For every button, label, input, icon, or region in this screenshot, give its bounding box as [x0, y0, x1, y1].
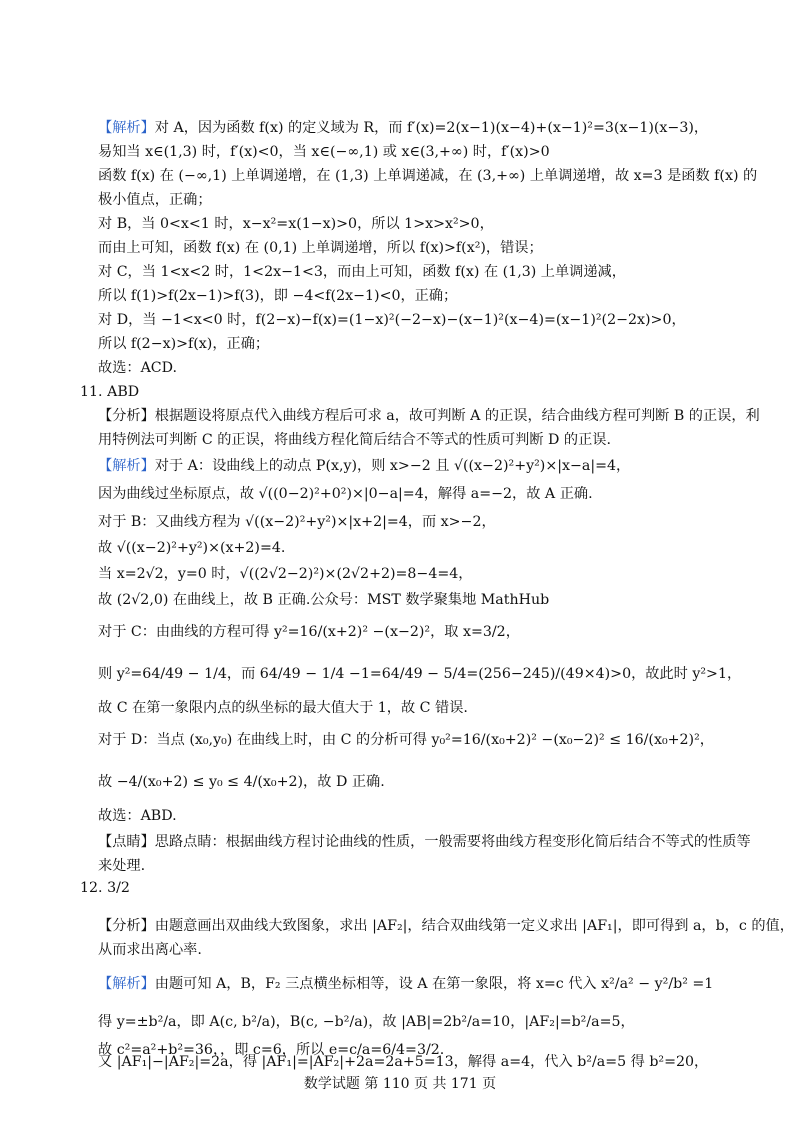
line-text: 故选：ABD.: [98, 808, 177, 824]
line-text: 【分析】根据题设将原点代入曲线方程后可求 a，故可判断 A 的正误，结合曲线方程可判断 B 的正误，利: [98, 408, 760, 424]
text-line: [98, 430, 611, 450]
line-text: 用特例法可判断 C 的正误，将曲线方程化简后结合不等式的性质可判断 D 的正误.: [98, 432, 611, 448]
line-text: 则 y²=64/49 − 1/4，而 64/49 − 1/4 −1=64/49 − 5/4=(256−245)/(49×4)>0，故此时 y²>1，: [98, 666, 742, 682]
text-line: [98, 406, 760, 426]
line-text: 对 A，因为函数 f(x) 的定义域为 R，而 f′(x)=2(x−1)(x−4)+(x−1)²=3(x−1)(x−3)，: [154, 120, 709, 136]
line-text: 函数 f(x) 在 (−∞,1) 上单调递增，在 (1,3) 上单调递减，在 (3,+∞) 上单调递增，故 x=3 是函数 f(x) 的: [98, 168, 758, 184]
line-text: 对 D，当 −1<x<0 时，f(2−x)−f(x)=(1−x)²(−2−x)−(x−1)²(x−4)=(x−1)²(2−2x)>0，: [98, 312, 686, 328]
text-line: [98, 538, 285, 558]
text-line: [98, 940, 202, 960]
line-text: 从而求出离心率.: [98, 942, 202, 958]
text-line: [98, 856, 145, 876]
line-text: 所以 f(1)>f(2x−1)>f(3)，即 −4<f(2x−1)<0，正确；: [98, 288, 458, 304]
line-text: 故 C 在第一象限内点的纵坐标的最大值大于 1，故 C 错误.: [98, 700, 468, 716]
text-line: [98, 484, 593, 504]
text-line: [98, 832, 751, 852]
text-line: [98, 622, 520, 642]
line-text: 极小值点，正确；: [98, 192, 212, 208]
text-line: [98, 166, 757, 186]
text-line: [98, 916, 794, 936]
line-text: 当 x=2√2，y=0 时，√((2√2−2)²)×(2√2+2)=8−4=4，: [98, 566, 473, 582]
line-text: 对 C，当 1<x<2 时，1<2x−1<3，而由上可知，函数 f(x) 在 (1,3) 上单调递减，: [98, 264, 626, 280]
text-line: [98, 730, 714, 750]
line-text: 对于 C：由曲线的方程可得 y²=16/(x+2)² −(x−2)²，取 x=3/2，: [98, 624, 520, 640]
line-text: 故 √((x−2)²+y²)×(x+2)=4.: [98, 540, 286, 556]
line-text: 来处理.: [98, 858, 146, 874]
text-line: [98, 772, 385, 792]
text-line: [98, 664, 741, 684]
text-line: [98, 806, 177, 826]
text-line: [98, 564, 472, 584]
line-text: 【分析】由题意画出双曲线大致图象，求出 |AF₂|，结合双曲线第一定义求出 |AF₁|，即可得到 a，b，c 的值，: [98, 918, 794, 934]
line-text: 而由上可知，函数 f(x) 在 (0,1) 上单调递增，所以 f(x)>f(x²)，错误；: [98, 240, 543, 256]
line-text: 故 −4/(x₀+2) ≤ y₀ ≤ 4/(x₀+2)，故 D 正确.: [98, 774, 385, 790]
analysis-tag: 【解析】: [98, 458, 155, 474]
line-text: 故选：ACD.: [98, 360, 178, 376]
line-text: 由题可知 A，B，F₂ 三点横坐标相等，设 A 在第一象限，将 x=c 代入 x²/a² − y²/b² =1: [154, 976, 714, 992]
line-text: 故 (2√2,0) 在曲线上，故 B 正确.公众号：MST 数学聚集地 MathHub: [98, 592, 550, 608]
line-text: 对于 B：又曲线方程为 √((x−2)²+y²)×|x+2|=4，而 x>−2，: [98, 514, 496, 530]
analysis-tag: 【解析】: [98, 976, 155, 992]
text-line: [98, 358, 177, 378]
text-line: [98, 262, 626, 282]
text-line: [98, 214, 494, 234]
text-line: [98, 118, 708, 138]
line-text: 对于 D：当点 (x₀,y₀) 在曲线上时，由 C 的分析可得 y₀²=16/(x₀+2)² −(x₀−2)² ≤ 16/(x₀+2)²，: [98, 732, 714, 748]
page-footer: 数学试题 第 110 页 共 171 页: [303, 1076, 497, 1092]
line-text: 易知当 x∈(1,3) 时，f′(x)<0，当 x∈(−∞,1) 或 x∈(3,+∞) 时，f′(x)>0: [98, 144, 550, 160]
text-line: [98, 698, 468, 718]
line-text: 所以 f(2−x)>f(x)，正确；: [98, 336, 270, 352]
analysis-tag: 【解析】: [98, 120, 155, 136]
final-line: 故 c²=a²+b²=36，，即 c=6，所以 e=c/a=6/4=3/2.: [98, 1042, 445, 1058]
line-text: 对于 A：设曲线上的动点 P(x,y)，则 x>−2 且 √((x−2)²+y²)×|x−a|=4，: [154, 458, 631, 474]
text-line: [98, 286, 457, 306]
text-line: [98, 334, 269, 354]
text-line: [98, 590, 549, 610]
text-line: [98, 974, 713, 994]
text-line: [98, 238, 543, 258]
line-text: 得 y=±b²/a，即 A(c, b²/a)，B(c, −b²/a)，故 |AB|=2b²/a=10，|AF₂|=b²/a=5，: [98, 1014, 635, 1030]
text-line: [98, 142, 550, 162]
line-text: 【点睛】思路点睛：根据曲线方程讨论曲线的性质，一般需要将曲线方程变形化简后结合不等式的性质等: [98, 834, 751, 850]
text-line: [98, 1012, 635, 1032]
text-line: [98, 512, 496, 532]
text-line: [98, 310, 686, 330]
line-text: 因为曲线过坐标原点，故 √((0−2)²+0²)×|0−a|=4，解得 a=−2，故 A 正确.: [98, 486, 593, 502]
line-text: 对 B，当 0<x<1 时，x−x²=x(1−x)>0，所以 1>x>x²>0，: [98, 216, 494, 232]
question-number: 11. ABD: [80, 384, 140, 400]
text-line: [98, 456, 630, 476]
text-line: [98, 190, 212, 210]
line-text: 又 |AF₁|−|AF₂|=2a，得 |AF₁|=|AF₂|+2a=2a+5=13，解得 a=4，代入 b²/a=5 得 b²=20，: [98, 1054, 709, 1070]
question-number: 12. 3/2: [80, 880, 130, 896]
